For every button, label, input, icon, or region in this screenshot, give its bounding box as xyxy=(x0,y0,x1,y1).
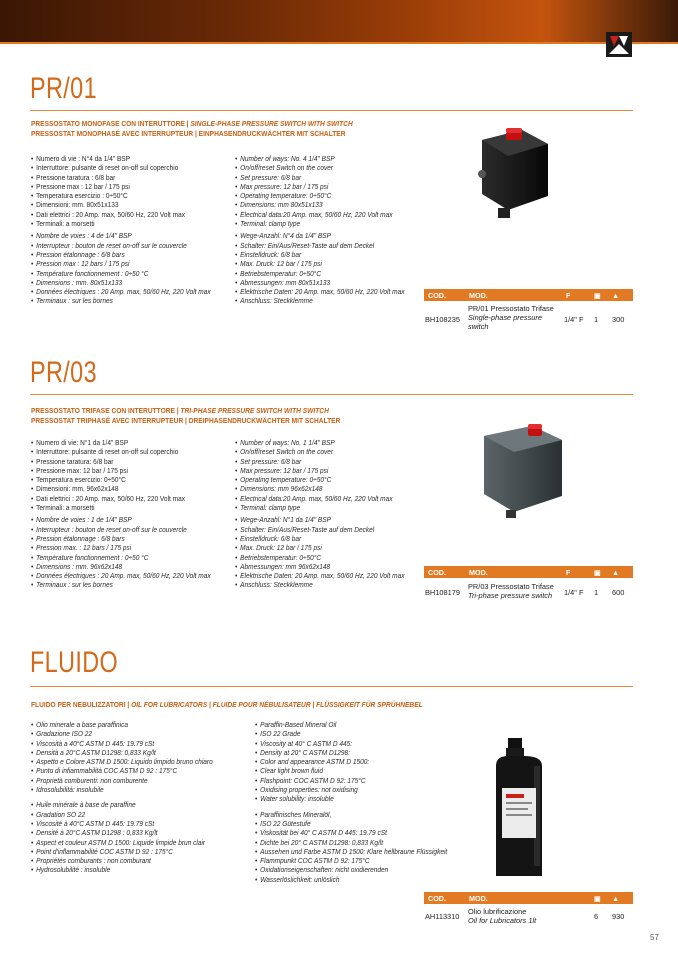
spec-item: • Betriebstemperatur: 0÷50°C xyxy=(235,553,433,562)
spec-item: • Pressione taratura: 6/8 bar xyxy=(31,457,229,466)
spec-item: • Interrupteur : bouton de reset on-off sur le couvercle xyxy=(31,525,229,534)
spec-item: • Elektrische Daten: 20 Amp. max, 50/60 Hz, 220 Volt max xyxy=(235,287,433,296)
spec-item: • Dimensions : mm. 96x62x148 xyxy=(31,562,229,571)
spec-item: • Huile minérale à base de paraffine xyxy=(31,800,255,809)
fluido-oil-bottle-image xyxy=(490,736,550,882)
spec-item: • Terminaux : sur les bornes xyxy=(31,296,229,305)
spec-item: • Densità a 20°C ASTM D1298: 0,833 Kg/lt xyxy=(31,748,255,757)
fluido-product-table: COD. MOD. ▣ ▲ AH113310 Olio lubrificazione Oil for Lubricators 1lt 6 930 xyxy=(424,892,633,928)
spec-item: • Aussehen und Farbe ASTM D 1500: Klare hellbraune Flüssigkeit xyxy=(255,847,479,856)
spec-item: • Operating temperature: 0÷50°C xyxy=(235,191,433,200)
pallet-icon: ▲ xyxy=(612,291,620,300)
fluido-specs-left xyxy=(31,720,255,875)
spec-item: • Abmessungen: mm 80x51x133 xyxy=(235,278,433,287)
table-header: COD. MOD. F ▣ ▲ xyxy=(424,289,633,301)
pr03-product-image xyxy=(478,420,568,520)
spec-item: • Dimensions: mm 96x62x148 xyxy=(235,484,433,493)
spec-item: • Schalter: Ein/Aus/Reset-Taste auf dem Deckel xyxy=(235,525,433,534)
spec-item: • Clear light brown fluid xyxy=(255,766,479,775)
pr03-specs-left xyxy=(31,438,229,590)
spec-item: • Wasserlöslichkeit: unlöslich xyxy=(255,875,479,884)
spec-item: • Betriebstemperatur: 0÷50°C xyxy=(235,269,433,278)
spec-item: • Pressione max: 12 bar / 175 psi xyxy=(31,466,229,475)
fluido-specs-right xyxy=(255,720,479,884)
pr03-specs-right xyxy=(235,438,433,590)
spec-item: • Temperatura esercizio: 0÷50°C xyxy=(31,475,229,484)
spec-item: • Nombre de voies : 4 de 1/4" BSP xyxy=(31,231,229,240)
spec-item: • Dimensioni: mm. 96x62x148 xyxy=(31,484,229,493)
spec-item: • Température fonctionnement : 0÷50 °C xyxy=(31,553,229,562)
spec-item: • Dimensioni: mm. 80x51x133 xyxy=(31,200,229,209)
spec-item: • Terminali: a morsetti xyxy=(31,503,229,512)
section-rule xyxy=(30,686,633,687)
spec-item: • Set pressure: 6/8 bar xyxy=(235,173,433,182)
spec-item: • Viscosità a 40°C ASTM D 445: 19.79 cSt xyxy=(31,739,255,748)
spec-item: • Water solubility: insoluble xyxy=(255,794,479,803)
spec-item: • Nombre de voies : 1 de 1/4" BSP xyxy=(31,515,229,524)
spec-item: • Interruttore: pulsante di reset on-off sul coperchio xyxy=(31,447,229,456)
spec-item: • Aspetto e Colore ASTM D 1500: Liquido limpido bruno chiaro xyxy=(31,757,255,766)
spec-item: • Abmessungen: mm 96x62x148 xyxy=(235,562,433,571)
table-header: COD. MOD. ▣ ▲ xyxy=(424,892,633,904)
spec-item: • Pression max : 12 bars / 175 psi xyxy=(31,259,229,268)
pr01-specs-right xyxy=(235,154,433,306)
spec-item: • Numero di vie : N°4 da 1/4" BSP xyxy=(31,154,229,163)
spec-item: • Idrosolubilità: insolubile xyxy=(31,785,255,794)
spec-item: • Wege-Anzahl: N°4 da 1/4" BSP xyxy=(235,231,433,240)
spec-item: • Density at 20° C ASTM D1298: xyxy=(255,748,479,757)
spec-item: • Terminaux : sur les bornes xyxy=(31,580,229,589)
spec-item: • Propriétés comburants : non comburant xyxy=(31,856,255,865)
spec-item: • ISO 22 Grade xyxy=(255,729,479,738)
spec-item: • Flashpoint: COC ASTM D 92: 175°C xyxy=(255,776,479,785)
spec-item: • ISO 22 Gütestufe xyxy=(255,819,479,828)
pr01-product-image xyxy=(476,122,556,222)
pr01-subtitle-2: PRESSOSTAT MONOPHASÉ AVEC INTERRUPTEUR | EINPHASENDRUCKWÄCHTER MIT SCHALTER xyxy=(31,129,346,138)
spec-item: • Operating temperature: 0÷50°C xyxy=(235,475,433,484)
spec-item: • Olio minerale a base paraffinica xyxy=(31,720,255,729)
spec-item: • Number of ways: No. 4 1/4" BSP xyxy=(235,154,433,163)
spec-item: • Wege-Anzahl: N°1 da 1/4" BSP xyxy=(235,515,433,524)
spec-item: • Paraffinisches Mineralöl, xyxy=(255,810,479,819)
spec-item: • Dati elettrici : 20 Amp. max, 50/60 Hz, 220 Volt max xyxy=(31,494,229,503)
section-rule xyxy=(30,110,633,111)
page-number: 57 xyxy=(650,933,659,942)
spec-item: • Max pressure: 12 bar / 175 psi xyxy=(235,466,433,475)
spec-item: • Données électriques : 20 Amp. max, 50/60 Hz, 220 Volt max xyxy=(31,287,229,296)
pr01-product-table: COD. MOD. F ▣ ▲ BH108235 PR/01 Pressostato Trifase Single-phase pressure switch 1/4" F 1 300 xyxy=(424,289,633,337)
spec-item: • Pressione max : 12 bar / 175 psi xyxy=(31,182,229,191)
section-title-pr03: PR/03 xyxy=(30,356,97,389)
spec-item: • Oxidationseigenschaften: nicht oxidierenden xyxy=(255,865,479,874)
spec-item: • Flammpunkt COC ASTM D 92: 175°C xyxy=(255,856,479,865)
spec-item: • Pressione taratura : 6/8 bar xyxy=(31,173,229,182)
spec-item: • Gradazione ISO 22 xyxy=(31,729,255,738)
spec-item: • Terminali: a morsetti xyxy=(31,219,229,228)
pallet-icon: ▲ xyxy=(612,568,620,577)
spec-item: • Dichte bei 20° C ASTM D1298: 0,833 Kg/lt xyxy=(255,838,479,847)
pallet-icon: ▲ xyxy=(612,894,620,903)
spec-item: • Densité à 20°C ASTM D1298 : 0,833 Kg/lt xyxy=(31,828,255,837)
spec-item: • Einstelldruck: 6/8 bar xyxy=(235,534,433,543)
spec-item: • Paraffin-Based Mineral Oil xyxy=(255,720,479,729)
spec-item: • Point d'inflammabilité COC ASTM D 92 : 175°C xyxy=(31,847,255,856)
header-banner xyxy=(0,0,678,42)
spec-item: • Pression étalonnage : 6/8 bars xyxy=(31,534,229,543)
box-icon: ▣ xyxy=(594,291,601,300)
spec-item: • Viscosité à 40°C ASTM D 445: 19.79 cSt xyxy=(31,819,255,828)
spec-item: • Color and appearance ASTM D 1500: xyxy=(255,757,479,766)
spec-item: • Proprietà comburenti: non comburente xyxy=(31,776,255,785)
spec-item: • Dimensions: mm 80x51x133 xyxy=(235,200,433,209)
spec-item: • Dati elettrici : 20 Amp. max, 50/60 Hz, 220 Volt max xyxy=(31,210,229,219)
section-title-pr01: PR/01 xyxy=(30,72,97,105)
pr03-subtitle-2: PRESSOSTAT TRIPHASÉ AVEC INTERRUPTEUR | DREIPHASENDRUCKWÄCHTER MIT SCHALTER xyxy=(31,416,341,425)
spec-item: • Max pressure: 12 bar / 175 psi xyxy=(235,182,433,191)
spec-item: • Einstelldruck: 6/8 bar xyxy=(235,250,433,259)
box-icon: ▣ xyxy=(594,568,601,577)
spec-item: • Number of ways: No. 1 1/4" BSP xyxy=(235,438,433,447)
spec-item: • Interrupteur : bouton de reset on-off sur le couvercle xyxy=(31,241,229,250)
spec-item: • Dimensions : mm. 80x51x133 xyxy=(31,278,229,287)
spec-item: • Aspect et couleur ASTM D 1500: Liquide limpide brun clair xyxy=(31,838,255,847)
spec-item: • Punto di infiammabilità COC ASTM D 92 : 175°C xyxy=(31,766,255,775)
spec-item: • Données électriques : 20 Amp. max, 50/60 Hz, 220 Volt max xyxy=(31,571,229,580)
spec-item: • Gradation SO 22 xyxy=(31,810,255,819)
section-rule xyxy=(30,394,633,395)
spec-item: • Température fonctionnement : 0÷50 °C xyxy=(31,269,229,278)
header-accent-line xyxy=(0,42,678,44)
spec-item: • Pression max. : 12 bars / 175 psi xyxy=(31,543,229,552)
spec-item: • Electrical data:20 Amp. max, 50/60 Hz, 220 Volt max xyxy=(235,210,433,219)
spec-item: • On/off/reset Switch on the cover xyxy=(235,163,433,172)
spec-item: • Viscosity at 40° C ASTM D 445: xyxy=(255,739,479,748)
spec-item: • Viskosität bei 40° C ASTM D 445: 19.79 cSt xyxy=(255,828,479,837)
table-header: COD. MOD. F ▣ ▲ xyxy=(424,566,633,578)
spec-item: • Temperatura esercizio : 0÷50°C xyxy=(31,191,229,200)
spec-item: • Max. Druck: 12 bar / 175 psi xyxy=(235,543,433,552)
section-title-fluido: FLUIDO xyxy=(30,646,119,679)
spec-item: • Numero di vie: N°1 da 1/4" BSP xyxy=(31,438,229,447)
spec-item: • Terminal: clamp type xyxy=(235,503,433,512)
spec-item: • Interruttore: pulsante di reset on-off sul coperchio xyxy=(31,163,229,172)
spec-item: • On/off/reset Switch on the cover xyxy=(235,447,433,456)
spec-item: • Max. Druck: 12 bar / 175 psi xyxy=(235,259,433,268)
spec-item: • Set pressure: 6/8 bar xyxy=(235,457,433,466)
spec-item: • Anschluss: Steckklemme xyxy=(235,296,433,305)
spec-item: • Hydrosolubilité : insoluble xyxy=(31,865,255,874)
spec-item: • Schalter: Ein/Aus/Reset-Taste auf dem Deckel xyxy=(235,241,433,250)
fluido-subtitle: FLUIDO PER NEBULIZZATORI | OIL FOR LUBRICATORS | FLUIDE POUR NÉBULISATEUR | FLÜSSIGKEIT FÜR SPRÜHNEBEL xyxy=(31,700,423,709)
spec-item: • Anschluss: Steckklemme xyxy=(235,580,433,589)
spec-item: • Pression étalonnage : 6/8 bars xyxy=(31,250,229,259)
pr01-specs-left xyxy=(31,154,229,306)
box-icon: ▣ xyxy=(594,894,601,903)
pr01-subtitle: PRESSOSTATO MONOFASE CON INTERUTTORE | SINGLE-PHASE PRESSURE SWITCH WITH SWITCH xyxy=(31,119,353,128)
spec-item: • Electrical data:20 Amp. max, 50/60 Hz, 220 Volt max xyxy=(235,494,433,503)
pr03-subtitle: PRESSOSTATO TRIFASE CON INTERUTTORE | TRI-PHASE PRESSURE SWITCH WITH SWITCH xyxy=(31,406,329,415)
spec-item: • Oxidising properties: not oxidising xyxy=(255,785,479,794)
spec-item: • Terminal: clamp type xyxy=(235,219,433,228)
pr03-product-table: COD. MOD. F ▣ ▲ BH108179 PR/03 Pressostato Trifase Tri-phase pressure switch 1/4" F 1 600 xyxy=(424,566,633,606)
spec-item: • Elektrische Daten: 20 Amp. max, 50/60 Hz, 220 Volt max xyxy=(235,571,433,580)
brand-logo-icon xyxy=(604,30,634,60)
